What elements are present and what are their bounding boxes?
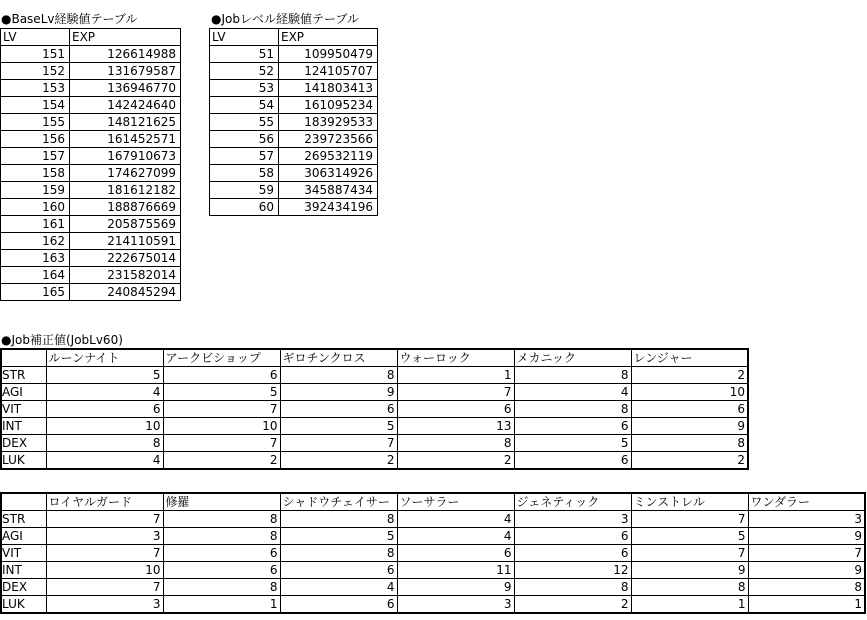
level-cell: 158 <box>1 165 70 182</box>
table-header-row <box>1 29 181 46</box>
level-cell: 162 <box>1 233 70 250</box>
stat-value-cell: 3 <box>46 528 163 545</box>
stat-label-cell: DEX <box>1 435 46 452</box>
stat-row <box>1 596 865 614</box>
stat-value-cell: 6 <box>397 545 514 562</box>
exp-cell: 214110591 <box>70 233 181 250</box>
stat-value-cell: 7 <box>163 401 280 418</box>
stat-label-cell: LUK <box>1 452 46 470</box>
exp-cell: 174627099 <box>70 165 181 182</box>
job-name-cell: レンジャー <box>631 349 748 367</box>
level-cell: 164 <box>1 267 70 284</box>
exp-cell: 345887434 <box>279 182 378 199</box>
stat-value-cell: 9 <box>748 562 865 579</box>
stat-value-cell: 6 <box>163 562 280 579</box>
exp-cell: 183929533 <box>279 114 378 131</box>
exp-cell: 205875569 <box>70 216 181 233</box>
stat-value-cell: 6 <box>397 401 514 418</box>
stat-row <box>1 562 865 579</box>
job-name-cell: シャドウチェイサー <box>280 493 397 511</box>
table-row <box>1 267 181 284</box>
stat-value-cell: 8 <box>163 511 280 528</box>
stat-row <box>1 384 748 401</box>
table-row <box>210 165 378 182</box>
exp-cell: 142424640 <box>70 97 181 114</box>
table-row <box>1 199 181 216</box>
stat-value-cell: 7 <box>631 545 748 562</box>
stat-value-cell: 3 <box>46 596 163 614</box>
table-row <box>210 182 378 199</box>
stat-value-cell: 2 <box>163 452 280 470</box>
stat-value-cell: 3 <box>748 511 865 528</box>
stat-value-cell: 1 <box>397 367 514 384</box>
stat-value-cell: 11 <box>397 562 514 579</box>
stat-value-cell: 6 <box>280 562 397 579</box>
level-cell: 51 <box>210 46 279 63</box>
stat-value-cell: 8 <box>163 528 280 545</box>
stat-value-cell: 5 <box>163 384 280 401</box>
stat-value-cell: 1 <box>163 596 280 614</box>
exp-cell: 148121625 <box>70 114 181 131</box>
stat-row <box>1 579 865 596</box>
job-name-cell: 修羅 <box>163 493 280 511</box>
stat-value-cell: 6 <box>631 401 748 418</box>
job-header-row <box>1 349 748 367</box>
stat-value-cell: 12 <box>514 562 631 579</box>
level-cell: 56 <box>210 131 279 148</box>
job-bonus-table-2 <box>0 492 866 614</box>
level-cell: 161 <box>1 216 70 233</box>
stat-value-cell: 3 <box>397 596 514 614</box>
exp-cell: 188876669 <box>70 199 181 216</box>
stat-value-cell: 8 <box>631 435 748 452</box>
level-cell: 55 <box>210 114 279 131</box>
exp-cell: 239723566 <box>279 131 378 148</box>
table-row <box>1 80 181 97</box>
stat-value-cell: 4 <box>46 452 163 470</box>
level-cell: 155 <box>1 114 70 131</box>
level-cell: 165 <box>1 284 70 301</box>
table-row <box>210 97 378 114</box>
table-row <box>210 199 378 216</box>
stat-label-cell: STR <box>1 367 46 384</box>
stat-value-cell: 8 <box>280 545 397 562</box>
base-exp-table <box>0 28 181 301</box>
stat-value-cell: 8 <box>280 511 397 528</box>
stat-value-cell: 7 <box>748 545 865 562</box>
table-row <box>1 284 181 301</box>
job-name-cell: ルーンナイト <box>46 349 163 367</box>
table-row <box>210 80 378 97</box>
exp-cell: 161452571 <box>70 131 181 148</box>
level-cell: 54 <box>210 97 279 114</box>
stat-value-cell: 8 <box>748 579 865 596</box>
stat-row <box>1 545 865 562</box>
stat-value-cell: 1 <box>631 596 748 614</box>
stat-value-cell: 9 <box>280 384 397 401</box>
stat-value-cell: 2 <box>631 452 748 470</box>
job-name-cell: ジェネティック <box>514 493 631 511</box>
exp-cell: 131679587 <box>70 63 181 80</box>
stat-value-cell: 4 <box>514 384 631 401</box>
stat-row <box>1 511 865 528</box>
job-name-cell: ソーサラー <box>397 493 514 511</box>
job-name-cell: ウォーロック <box>397 349 514 367</box>
job-exp-table <box>209 28 378 216</box>
table-row <box>1 182 181 199</box>
level-cell: 156 <box>1 131 70 148</box>
table-row <box>210 131 378 148</box>
stat-value-cell: 7 <box>163 435 280 452</box>
level-cell: 58 <box>210 165 279 182</box>
stat-value-cell: 4 <box>46 384 163 401</box>
stat-value-cell: 5 <box>280 528 397 545</box>
level-cell: 153 <box>1 80 70 97</box>
stat-label-cell: INT <box>1 418 46 435</box>
stat-value-cell: 9 <box>397 579 514 596</box>
stat-value-cell: 8 <box>163 579 280 596</box>
stat-value-cell: 8 <box>397 435 514 452</box>
stat-value-cell: 10 <box>46 562 163 579</box>
stat-value-cell: 5 <box>46 367 163 384</box>
table-row <box>1 148 181 165</box>
exp-cell: 167910673 <box>70 148 181 165</box>
stat-value-cell: 5 <box>514 435 631 452</box>
stat-value-cell: 6 <box>514 528 631 545</box>
exp-cell: 269532119 <box>279 148 378 165</box>
stat-value-cell: 4 <box>397 511 514 528</box>
stat-value-cell: 9 <box>631 562 748 579</box>
stat-value-cell: 10 <box>163 418 280 435</box>
job-name-cell: アークビショップ <box>163 349 280 367</box>
stat-value-cell: 3 <box>514 511 631 528</box>
header-cell-exp: EXP <box>279 29 378 46</box>
level-cell: 160 <box>1 199 70 216</box>
stat-label-cell: VIT <box>1 401 46 418</box>
stat-label-cell: VIT <box>1 545 46 562</box>
job-name-cell: ロイヤルガード <box>46 493 163 511</box>
job-bonus-title: ●Job補正値(JobLv60) <box>1 333 123 347</box>
table-row <box>1 97 181 114</box>
table-row <box>210 63 378 80</box>
stat-value-cell: 1 <box>748 596 865 614</box>
table-row <box>210 46 378 63</box>
job-name-cell: ギロチンクロス <box>280 349 397 367</box>
level-cell: 154 <box>1 97 70 114</box>
stat-value-cell: 2 <box>397 452 514 470</box>
stat-value-cell: 6 <box>280 401 397 418</box>
corner-cell <box>1 349 46 367</box>
stat-value-cell: 4 <box>280 579 397 596</box>
stat-value-cell: 9 <box>748 528 865 545</box>
level-cell: 57 <box>210 148 279 165</box>
stat-value-cell: 6 <box>163 545 280 562</box>
stat-value-cell: 8 <box>46 435 163 452</box>
exp-cell: 109950479 <box>279 46 378 63</box>
exp-cell: 126614988 <box>70 46 181 63</box>
stat-value-cell: 8 <box>631 579 748 596</box>
stat-label-cell: LUK <box>1 596 46 614</box>
stat-value-cell: 7 <box>631 511 748 528</box>
exp-cell: 136946770 <box>70 80 181 97</box>
job-name-cell: ミンストレル <box>631 493 748 511</box>
exp-cell: 124105707 <box>279 63 378 80</box>
stat-value-cell: 7 <box>46 545 163 562</box>
stat-row <box>1 401 748 418</box>
table-row <box>1 46 181 63</box>
stat-value-cell: 6 <box>163 367 280 384</box>
stat-value-cell: 8 <box>280 367 397 384</box>
table-row <box>210 148 378 165</box>
stat-value-cell: 7 <box>280 435 397 452</box>
stat-value-cell: 2 <box>631 367 748 384</box>
stat-value-cell: 13 <box>397 418 514 435</box>
stat-value-cell: 6 <box>514 418 631 435</box>
exp-cell: 306314926 <box>279 165 378 182</box>
exp-cell: 222675014 <box>70 250 181 267</box>
stat-row <box>1 528 865 545</box>
stat-value-cell: 6 <box>46 401 163 418</box>
level-cell: 152 <box>1 63 70 80</box>
header-cell-lv: LV <box>1 29 70 46</box>
stat-value-cell: 6 <box>280 596 397 614</box>
stat-row <box>1 452 748 470</box>
stat-value-cell: 7 <box>397 384 514 401</box>
exp-cell: 141803413 <box>279 80 378 97</box>
job-name-cell: ワンダラー <box>748 493 865 511</box>
level-cell: 60 <box>210 199 279 216</box>
level-cell: 53 <box>210 80 279 97</box>
table-row <box>1 233 181 250</box>
stat-value-cell: 2 <box>280 452 397 470</box>
table-row <box>1 114 181 131</box>
stat-row <box>1 418 748 435</box>
job-bonus-table-1 <box>0 348 749 470</box>
stat-label-cell: STR <box>1 511 46 528</box>
table-row <box>1 165 181 182</box>
stat-value-cell: 5 <box>280 418 397 435</box>
stat-value-cell: 6 <box>514 545 631 562</box>
level-cell: 151 <box>1 46 70 63</box>
job-exp-table-title: ●Jobレベル経験値テーブル <box>211 12 359 26</box>
header-cell-lv: LV <box>210 29 279 46</box>
stat-value-cell: 7 <box>46 579 163 596</box>
stat-value-cell: 9 <box>631 418 748 435</box>
stat-value-cell: 2 <box>514 596 631 614</box>
stat-value-cell: 7 <box>46 511 163 528</box>
exp-cell: 392434196 <box>279 199 378 216</box>
stat-value-cell: 10 <box>46 418 163 435</box>
stat-label-cell: DEX <box>1 579 46 596</box>
table-row <box>210 114 378 131</box>
stat-label-cell: AGI <box>1 528 46 545</box>
table-row <box>1 216 181 233</box>
stat-value-cell: 4 <box>397 528 514 545</box>
corner-cell <box>1 493 46 511</box>
exp-cell: 231582014 <box>70 267 181 284</box>
level-cell: 159 <box>1 182 70 199</box>
table-row <box>1 131 181 148</box>
level-cell: 59 <box>210 182 279 199</box>
stat-label-cell: INT <box>1 562 46 579</box>
stat-row <box>1 367 748 384</box>
job-name-cell: メカニック <box>514 349 631 367</box>
exp-cell: 161095234 <box>279 97 378 114</box>
stat-value-cell: 8 <box>514 401 631 418</box>
stat-value-cell: 5 <box>631 528 748 545</box>
level-cell: 163 <box>1 250 70 267</box>
header-cell-exp: EXP <box>70 29 181 46</box>
stat-value-cell: 6 <box>514 452 631 470</box>
stat-label-cell: AGI <box>1 384 46 401</box>
base-exp-table-title: ●BaseLv経験値テーブル <box>1 12 138 26</box>
stat-value-cell: 10 <box>631 384 748 401</box>
exp-cell: 181612182 <box>70 182 181 199</box>
table-row <box>1 63 181 80</box>
table-header-row <box>210 29 378 46</box>
level-cell: 157 <box>1 148 70 165</box>
stat-value-cell: 8 <box>514 367 631 384</box>
exp-cell: 240845294 <box>70 284 181 301</box>
job-header-row <box>1 493 865 511</box>
level-cell: 52 <box>210 63 279 80</box>
stat-value-cell: 8 <box>514 579 631 596</box>
stat-row <box>1 435 748 452</box>
table-row <box>1 250 181 267</box>
